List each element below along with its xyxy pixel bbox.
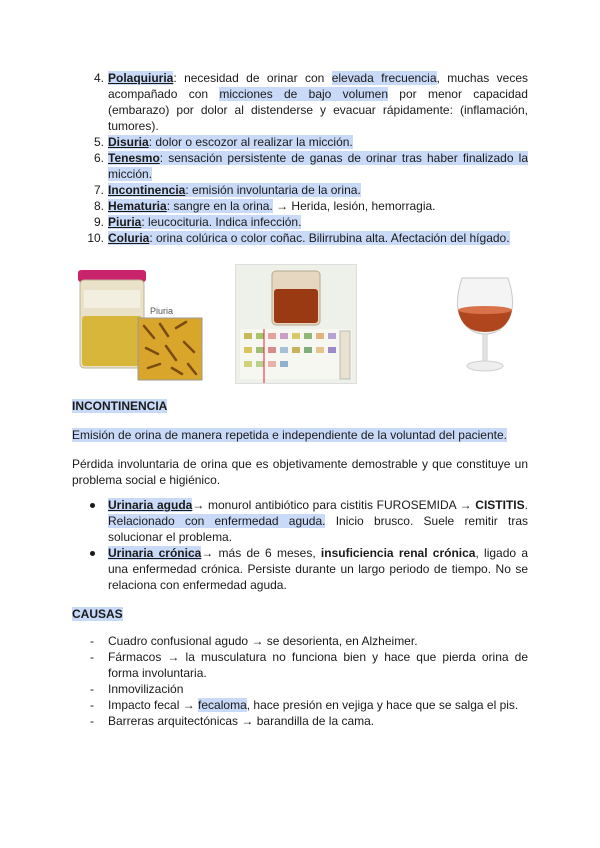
list-item: - Inmovilización xyxy=(90,682,184,696)
term-incontinencia: Incontinencia xyxy=(108,183,186,197)
list-item: 6. Tenesmo: sensación persistente de ganas de orinar tras haber finalizado la micción. xyxy=(93,151,528,181)
incontinencia-definition: Emisión de orina de manera repetida e independiente de la voluntad del paciente. xyxy=(72,428,507,442)
bullet-icon xyxy=(90,551,95,556)
incontinencia-paragraph: Pérdida involuntaria de orina que es objetivamente demostrable y que constituye un problema social e higiénico. xyxy=(72,457,528,487)
list-item: - Fármacos → la musculatura no funciona bien y hace que pierda orina de forma involuntaria. xyxy=(90,650,528,680)
urine-test-strip-image xyxy=(235,264,357,384)
list-item: 4. Polaquiuria: necesidad de orinar con elevada frecuencia, muchas veces acompañado con micciones de bajo volumen por menor capacidad (embarazo) por dolor al distenderse y evacuar rápidamente: (inflamación, tumores). xyxy=(93,71,528,133)
term-urinaria-cronica: Urinaria crónica xyxy=(108,546,202,560)
symptoms-list xyxy=(82,70,528,246)
images-row xyxy=(0,264,600,388)
piuria-label: Piuria xyxy=(150,306,174,316)
urine-cup-piuria-image xyxy=(76,268,204,382)
term-piuria: Piuria xyxy=(108,215,142,229)
term-disuria: Disuria xyxy=(108,135,149,149)
list-item: - Impacto fecal → fecaloma, hace presión en vejiga y hace que se salga el pis. xyxy=(90,698,519,712)
section-heading-causas: CAUSAS xyxy=(72,607,123,621)
term-hematuria: Hematuria xyxy=(108,199,167,213)
incontinence-types-list xyxy=(90,497,528,593)
section-heading-incontinencia: INCONTINENCIA xyxy=(72,399,168,413)
list-item: 9. Piuria: leucocituria. Indica infección. xyxy=(93,215,302,229)
term-polaquiuria: Polaquiuria xyxy=(108,71,174,85)
list-item: 8. Hematuria: sangre en la orina. → Herida, lesión, hemorragia. xyxy=(93,199,436,213)
bullet-icon xyxy=(90,503,95,508)
list-item: Urinaria crónica→ más de 6 meses, insuficiencia renal crónica, ligado a una enfermedad crónica. Persiste durante un largo periodo de tiempo. No se relaciona con enfermedad aguda. xyxy=(90,545,528,593)
list-item: 10. Coluria: orina colúrica o color coñac. Bilirrubina alta. Afectación del hígado. xyxy=(87,231,510,245)
causes-list xyxy=(90,633,528,729)
list-item: - Cuadro confusional agudo → se desorienta, en Alzheimer. xyxy=(90,634,418,648)
list-item: 5. Disuria: dolor o escozor al realizar la micción. xyxy=(93,135,353,149)
cognac-glass-image xyxy=(450,272,520,376)
list-item: 7. Incontinencia: emisión involuntaria de la orina. xyxy=(93,183,361,197)
term-tenesmo: Tenesmo xyxy=(108,151,160,165)
term-urinaria-aguda: Urinaria aguda xyxy=(108,498,193,512)
term-coluria: Coluria xyxy=(108,231,150,245)
list-item: Urinaria aguda→ monurol antibiótico para cistitis FUROSEMIDA → CISTITIS. Relacionado con enfermedad aguda. Inicio brusco. Suele remitir tras solucionar el problema. xyxy=(90,497,528,545)
list-item: - Barreras arquitectónicas → barandilla de la cama. xyxy=(90,714,375,728)
